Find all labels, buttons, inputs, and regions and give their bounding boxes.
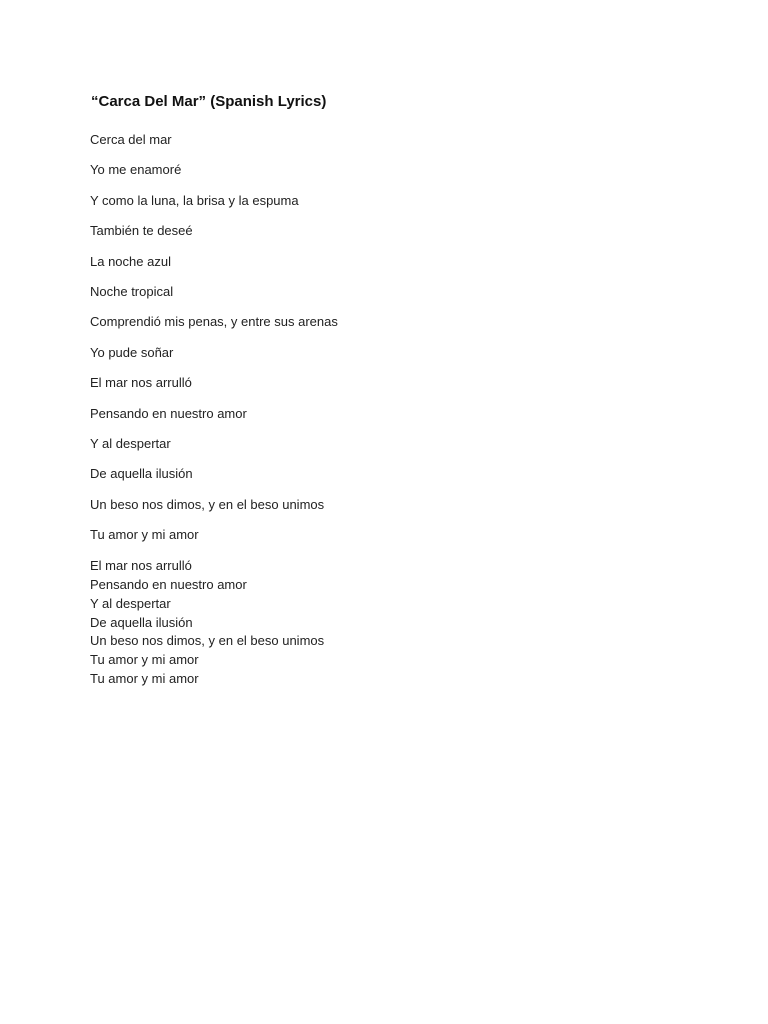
- lyric-line: La noche azul: [90, 253, 171, 269]
- lyric-line: El mar nos arrulló: [90, 375, 192, 391]
- lyric-line: Un beso nos dimos, y en el beso unimos: [90, 633, 325, 649]
- lyric-line: Pensando en nuestro amor: [90, 577, 247, 593]
- lyric-line: Noche tropical: [90, 283, 174, 299]
- lyric-line: Tu amor y mi amor: [90, 651, 199, 667]
- document-title: “Carca Del Mar” (Spanish Lyrics): [91, 93, 327, 110]
- lyric-line: El mar nos arrulló: [90, 558, 192, 574]
- final-stanza: [90, 557, 690, 688]
- lyric-line: De aquella ilusión: [90, 614, 193, 630]
- lyric-line: También te deseé: [90, 223, 193, 239]
- lyric-line: Tu amor y mi amor: [90, 670, 199, 686]
- lyric-line: Un beso nos dimos, y en el beso unimos: [90, 496, 325, 512]
- lyric-line: Y al despertar: [90, 435, 171, 451]
- lyric-line: Tu amor y mi amor: [90, 527, 199, 543]
- lyric-line: De aquella ilusión: [90, 466, 193, 482]
- lyric-line: Y al despertar: [90, 595, 171, 611]
- lyric-line: Pensando en nuestro amor: [90, 405, 247, 421]
- verse-lines: [90, 132, 690, 543]
- lyric-line: Yo me enamoré: [90, 162, 182, 178]
- lyric-line: Y como la luna, la brisa y la espuma: [90, 192, 299, 208]
- lyric-line: Comprendió mis penas, y entre sus arenas: [90, 314, 338, 330]
- lyric-line: Yo pude soñar: [90, 344, 174, 360]
- lyric-line: Cerca del mar: [90, 132, 172, 147]
- lyrics-content: [90, 92, 690, 688]
